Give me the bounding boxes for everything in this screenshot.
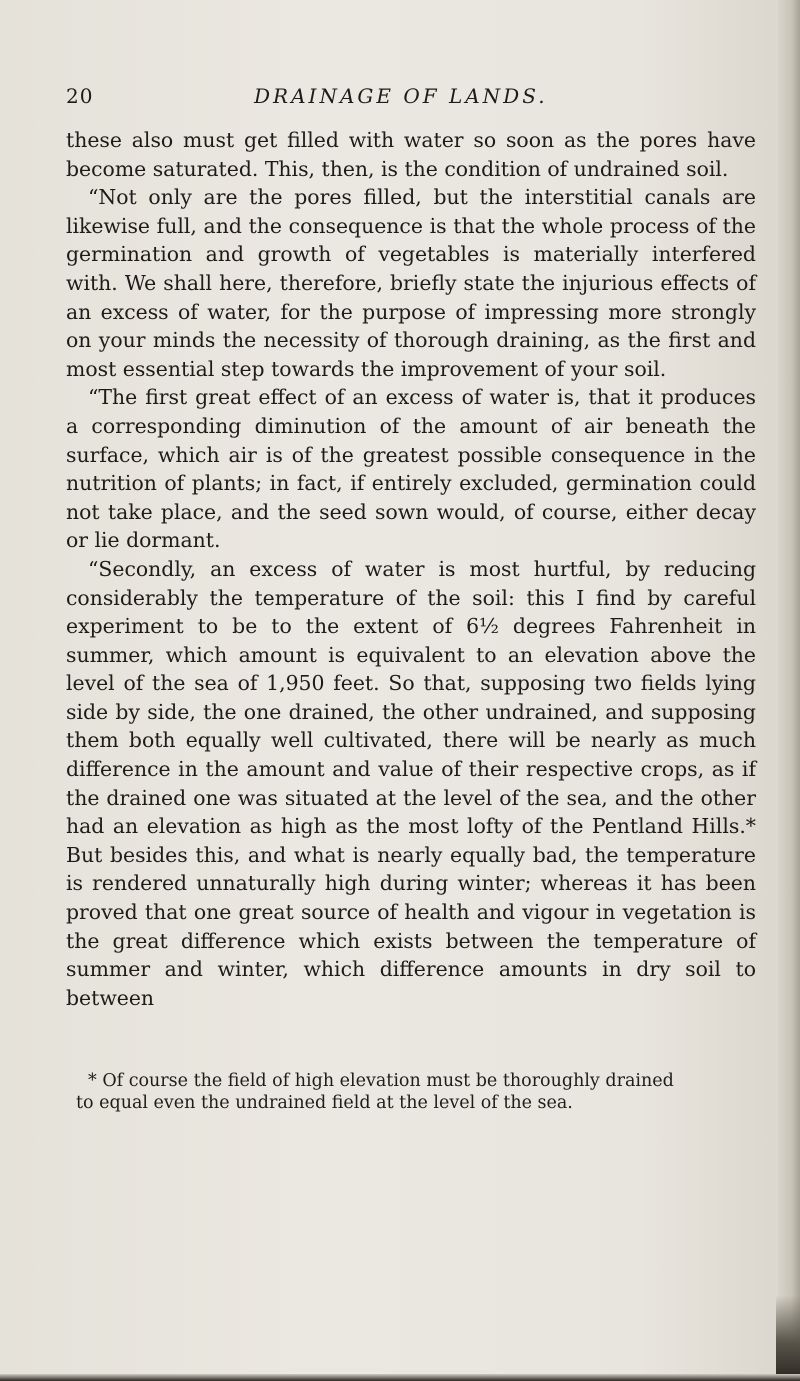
footnote-line-1: * Of course the field of high elevation must be thoroughly drained <box>88 1071 674 1091</box>
footnote-line-2: to equal even the undrained field at the level of the sea. <box>76 1093 573 1113</box>
paragraph-second-effect: “Secondly, an excess of water is most hurtful, by reducing considerably the temperature of the soil: this I find by careful experiment to be to the extent of 6½ degrees Fahrenheit in summer, which amount is equivalent to an elevation above the level of the sea of 1,950 feet. So that, supposing two fields lying side by side, the one drained, the other undrained, and supposing them both equally well cultivated, there will be nearly as much difference in the amount and value of their respective crops, as if the drained one was situated at the level of the sea, and the other had an elevation as high as the most lofty of the Pentland Hills.* But besides this, and what is nearly equally bad, the temperature is rendered unnaturally high during winter; whereas it has been proved that one great source of health and vigour in vegetation is the great difference which exists between the temperature of summer and winter, which difference amounts in dry soil to between <box>66 556 756 1010</box>
body-text <box>66 126 756 1012</box>
paragraph-continuation: these also must get filled with water so soon as the pores have become saturated. This, then, is the condition of undrained soil. <box>66 128 756 181</box>
paragraph-quote-pores: “Not only are the pores filled, but the interstitial canals are likewise full, and the consequence is that the whole process of the germination and growth of vegetables is materially interfered with. We shall here, therefore, briefly state the injurious effects of an excess of water, for the purpose of impressing more strongly on your minds the necessity of thorough draining, as the first and most essential step towards the improvement of your soil. <box>66 185 756 381</box>
page-corner-shadow <box>776 1295 800 1381</box>
page-bottom-edge <box>0 1374 800 1381</box>
page-binding-edge <box>778 0 800 1381</box>
page-number: 20 <box>66 84 94 108</box>
running-head: DRAINAGE OF LANDS. <box>254 84 548 108</box>
footnote <box>76 1070 756 1114</box>
page-header <box>66 84 756 114</box>
paragraph-first-effect: “The first great effect of an excess of water is, that it produces a corresponding diminution of the amount of air beneath the surface, which air is of the greatest possible consequence in the nutrition of plants; in fact, if entirely excluded, germination could not take place, and the seed sown would, of course, either decay or lie dormant. <box>66 385 756 553</box>
